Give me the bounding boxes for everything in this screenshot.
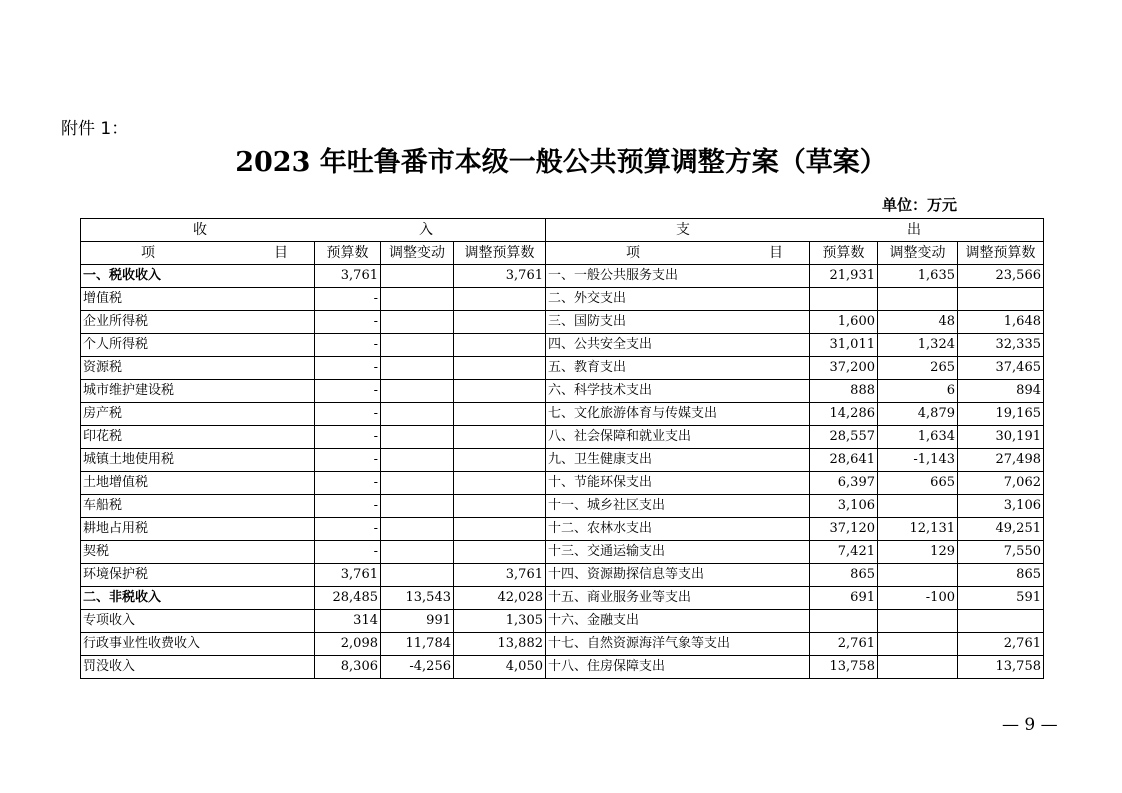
expense-adjusted-cell: 32,335 xyxy=(958,334,1044,357)
expense-adjusted-cell: 1,648 xyxy=(958,311,1044,334)
income-item-cell: 增值税 xyxy=(81,288,315,311)
expense-adjusted-cell: 19,165 xyxy=(958,403,1044,426)
income-change-cell xyxy=(381,426,454,449)
table-row xyxy=(81,311,1044,334)
table-row xyxy=(81,357,1044,380)
expense-item-header xyxy=(546,242,810,265)
income-item-cell: 专项收入 xyxy=(81,610,315,633)
income-item-cell: 城市维护建设税 xyxy=(81,380,315,403)
income-item-header xyxy=(81,242,315,265)
expense-budget-cell: 28,557 xyxy=(810,426,878,449)
income-item-cell: 行政事业性收费收入 xyxy=(81,633,315,656)
income-change-cell xyxy=(381,541,454,564)
table-row xyxy=(81,449,1044,472)
income-budget-cell: - xyxy=(315,518,381,541)
attachment-label: 附件 1： xyxy=(61,119,129,139)
expense-change-cell: 1,324 xyxy=(878,334,958,357)
income-adjusted-cell xyxy=(454,403,546,426)
expense-item-cell: 六、科学技术支出 xyxy=(546,380,810,403)
income-change-cell: 991 xyxy=(381,610,454,633)
expense-budget-cell: 37,200 xyxy=(810,357,878,380)
expense-change-cell: 48 xyxy=(878,311,958,334)
page-number: — 9 — xyxy=(1002,715,1058,735)
income-change-cell xyxy=(381,403,454,426)
income-item-cell: 环境保护税 xyxy=(81,564,315,587)
expense-item-cell: 十四、资源勘探信息等支出 xyxy=(546,564,810,587)
expense-budget-cell: 3,106 xyxy=(810,495,878,518)
income-change-cell: 13,543 xyxy=(381,587,454,610)
budget-table xyxy=(80,218,1044,679)
expense-change-cell xyxy=(878,656,958,679)
table-row xyxy=(81,472,1044,495)
income-adjusted-cell: 3,761 xyxy=(454,564,546,587)
expense-change-cell xyxy=(878,495,958,518)
expense-budget-cell: 14,286 xyxy=(810,403,878,426)
table-row xyxy=(81,610,1044,633)
income-adjusted-cell xyxy=(454,357,546,380)
income-item-cell: 二、非税收入 xyxy=(81,587,315,610)
expense-change-cell: 1,634 xyxy=(878,426,958,449)
income-change-cell xyxy=(381,380,454,403)
table-row xyxy=(81,541,1044,564)
income-adjusted-cell: 1,305 xyxy=(454,610,546,633)
expense-section-header xyxy=(546,219,1044,242)
income-change-cell xyxy=(381,265,454,288)
expense-budget-cell: 865 xyxy=(810,564,878,587)
income-change-cell xyxy=(381,495,454,518)
expense-budget-cell: 13,758 xyxy=(810,656,878,679)
income-adjusted-cell xyxy=(454,311,546,334)
income-header-char-2: 入 xyxy=(419,222,433,238)
income-item-cell: 契税 xyxy=(81,541,315,564)
income-budget-cell: - xyxy=(315,426,381,449)
expense-adjusted-header: 调整预算数 xyxy=(958,242,1044,265)
income-adjusted-cell: 4,050 xyxy=(454,656,546,679)
table-row xyxy=(81,656,1044,679)
expense-budget-cell: 691 xyxy=(810,587,878,610)
income-adjusted-cell xyxy=(454,449,546,472)
expense-item-cell: 七、文化旅游体育与传媒支出 xyxy=(546,403,810,426)
income-budget-cell: - xyxy=(315,334,381,357)
income-budget-cell: 314 xyxy=(315,610,381,633)
expense-change-cell xyxy=(878,633,958,656)
income-change-cell xyxy=(381,449,454,472)
income-change-cell xyxy=(381,357,454,380)
expense-budget-cell: 28,641 xyxy=(810,449,878,472)
expense-adjusted-cell: 3,106 xyxy=(958,495,1044,518)
table-row xyxy=(81,403,1044,426)
expense-item-cell: 十五、商业服务业等支出 xyxy=(546,587,810,610)
table-row xyxy=(81,265,1044,288)
table-row xyxy=(81,426,1044,449)
table-row xyxy=(81,334,1044,357)
expense-item-cell: 一、一般公共服务支出 xyxy=(546,265,810,288)
expense-adjusted-cell xyxy=(958,610,1044,633)
income-budget-cell: - xyxy=(315,357,381,380)
income-adjusted-cell xyxy=(454,426,546,449)
income-budget-cell: - xyxy=(315,311,381,334)
expense-budget-cell: 31,011 xyxy=(810,334,878,357)
expense-change-cell: 12,131 xyxy=(878,518,958,541)
expense-budget-cell: 7,421 xyxy=(810,541,878,564)
income-item-cell: 企业所得税 xyxy=(81,311,315,334)
table-row xyxy=(81,633,1044,656)
expense-item-cell: 十一、城乡社区支出 xyxy=(546,495,810,518)
expense-change-cell xyxy=(878,288,958,311)
expense-change-cell: 4,879 xyxy=(878,403,958,426)
expense-adjusted-cell: 30,191 xyxy=(958,426,1044,449)
income-budget-cell: - xyxy=(315,541,381,564)
income-change-cell xyxy=(381,472,454,495)
income-item-cell: 罚没收入 xyxy=(81,656,315,679)
expense-adjusted-cell: 7,550 xyxy=(958,541,1044,564)
expense-item-cell: 十七、自然资源海洋气象等支出 xyxy=(546,633,810,656)
expense-adjusted-cell: 894 xyxy=(958,380,1044,403)
section-header-row xyxy=(81,219,1044,242)
expense-header-char-2: 出 xyxy=(907,222,921,238)
income-item-cell: 车船税 xyxy=(81,495,315,518)
income-budget-header: 预算数 xyxy=(315,242,381,265)
income-adjusted-cell xyxy=(454,518,546,541)
income-budget-cell: - xyxy=(315,449,381,472)
expense-budget-cell xyxy=(810,288,878,311)
expense-adjusted-cell: 23,566 xyxy=(958,265,1044,288)
expense-adjusted-cell xyxy=(958,288,1044,311)
expense-item-cell: 十二、农林水支出 xyxy=(546,518,810,541)
table-row xyxy=(81,564,1044,587)
expense-budget-cell: 37,120 xyxy=(810,518,878,541)
income-change-cell: -4,256 xyxy=(381,656,454,679)
expense-item-cell: 十三、交通运输支出 xyxy=(546,541,810,564)
expense-item-header-char-1: 项 xyxy=(626,245,640,261)
income-budget-cell: 3,761 xyxy=(315,564,381,587)
income-budget-cell: 3,761 xyxy=(315,265,381,288)
expense-change-cell xyxy=(878,610,958,633)
unit-label: 单位：万元 xyxy=(882,196,958,214)
expense-change-cell: 265 xyxy=(878,357,958,380)
income-item-cell: 个人所得税 xyxy=(81,334,315,357)
expense-item-cell: 十八、住房保障支出 xyxy=(546,656,810,679)
column-header-row xyxy=(81,242,1044,265)
expense-change-cell xyxy=(878,564,958,587)
table-row xyxy=(81,518,1044,541)
expense-item-cell: 二、外交支出 xyxy=(546,288,810,311)
income-adjusted-cell: 3,761 xyxy=(454,265,546,288)
income-change-cell xyxy=(381,564,454,587)
income-section-header xyxy=(81,219,546,242)
expense-budget-cell: 1,600 xyxy=(810,311,878,334)
expense-adjusted-cell: 13,758 xyxy=(958,656,1044,679)
income-adjusted-header: 调整预算数 xyxy=(454,242,546,265)
income-item-cell: 土地增值税 xyxy=(81,472,315,495)
income-adjusted-cell xyxy=(454,472,546,495)
expense-header-char-1: 支 xyxy=(676,222,690,238)
expense-adjusted-cell: 27,498 xyxy=(958,449,1044,472)
expense-change-cell: 1,635 xyxy=(878,265,958,288)
income-budget-cell: - xyxy=(315,288,381,311)
income-adjusted-cell xyxy=(454,288,546,311)
income-adjusted-cell xyxy=(454,380,546,403)
income-adjusted-cell xyxy=(454,541,546,564)
expense-adjusted-cell: 7,062 xyxy=(958,472,1044,495)
table-row xyxy=(81,495,1044,518)
income-item-header-char-2: 目 xyxy=(274,245,288,261)
expense-adjusted-cell: 2,761 xyxy=(958,633,1044,656)
table-row xyxy=(81,587,1044,610)
income-item-cell: 印花税 xyxy=(81,426,315,449)
expense-adjusted-cell: 49,251 xyxy=(958,518,1044,541)
income-item-cell: 房产税 xyxy=(81,403,315,426)
expense-item-cell: 十、节能环保支出 xyxy=(546,472,810,495)
expense-budget-cell xyxy=(810,610,878,633)
expense-budget-cell: 6,397 xyxy=(810,472,878,495)
expense-adjusted-cell: 37,465 xyxy=(958,357,1044,380)
expense-change-cell: -100 xyxy=(878,587,958,610)
expense-item-cell: 五、教育支出 xyxy=(546,357,810,380)
income-adjusted-cell xyxy=(454,495,546,518)
expense-item-cell: 八、社会保障和就业支出 xyxy=(546,426,810,449)
income-budget-cell: 28,485 xyxy=(315,587,381,610)
income-header-char-1: 收 xyxy=(193,222,207,238)
income-change-cell: 11,784 xyxy=(381,633,454,656)
expense-item-cell: 九、卫生健康支出 xyxy=(546,449,810,472)
income-item-cell: 耕地占用税 xyxy=(81,518,315,541)
income-change-cell xyxy=(381,311,454,334)
income-change-cell xyxy=(381,518,454,541)
table-row xyxy=(81,380,1044,403)
income-budget-cell: - xyxy=(315,403,381,426)
expense-budget-cell: 2,761 xyxy=(810,633,878,656)
income-item-cell: 资源税 xyxy=(81,357,315,380)
income-budget-cell: - xyxy=(315,495,381,518)
income-change-cell xyxy=(381,334,454,357)
income-adjusted-cell: 42,028 xyxy=(454,587,546,610)
expense-change-cell: 129 xyxy=(878,541,958,564)
income-budget-cell: - xyxy=(315,472,381,495)
expense-adjusted-cell: 865 xyxy=(958,564,1044,587)
expense-item-cell: 四、公共安全支出 xyxy=(546,334,810,357)
income-budget-cell: 2,098 xyxy=(315,633,381,656)
expense-item-cell: 三、国防支出 xyxy=(546,311,810,334)
expense-change-header: 调整变动 xyxy=(878,242,958,265)
expense-change-cell: 665 xyxy=(878,472,958,495)
income-change-cell xyxy=(381,288,454,311)
income-budget-cell: - xyxy=(315,380,381,403)
expense-budget-cell: 888 xyxy=(810,380,878,403)
income-budget-cell: 8,306 xyxy=(315,656,381,679)
income-adjusted-cell: 13,882 xyxy=(454,633,546,656)
expense-change-cell: 6 xyxy=(878,380,958,403)
page-title: 2023 年吐鲁番市本级一般公共预算调整方案（草案） xyxy=(235,147,887,178)
expense-item-header-char-2: 目 xyxy=(769,245,783,261)
expense-adjusted-cell: 591 xyxy=(958,587,1044,610)
expense-budget-header: 预算数 xyxy=(810,242,878,265)
income-adjusted-cell xyxy=(454,334,546,357)
expense-budget-cell: 21,931 xyxy=(810,265,878,288)
expense-change-cell: -1,143 xyxy=(878,449,958,472)
table-row xyxy=(81,288,1044,311)
income-item-cell: 一、税收收入 xyxy=(81,265,315,288)
income-change-header: 调整变动 xyxy=(381,242,454,265)
expense-item-cell: 十六、金融支出 xyxy=(546,610,810,633)
income-item-cell: 城镇土地使用税 xyxy=(81,449,315,472)
income-item-header-char-1: 项 xyxy=(141,245,155,261)
